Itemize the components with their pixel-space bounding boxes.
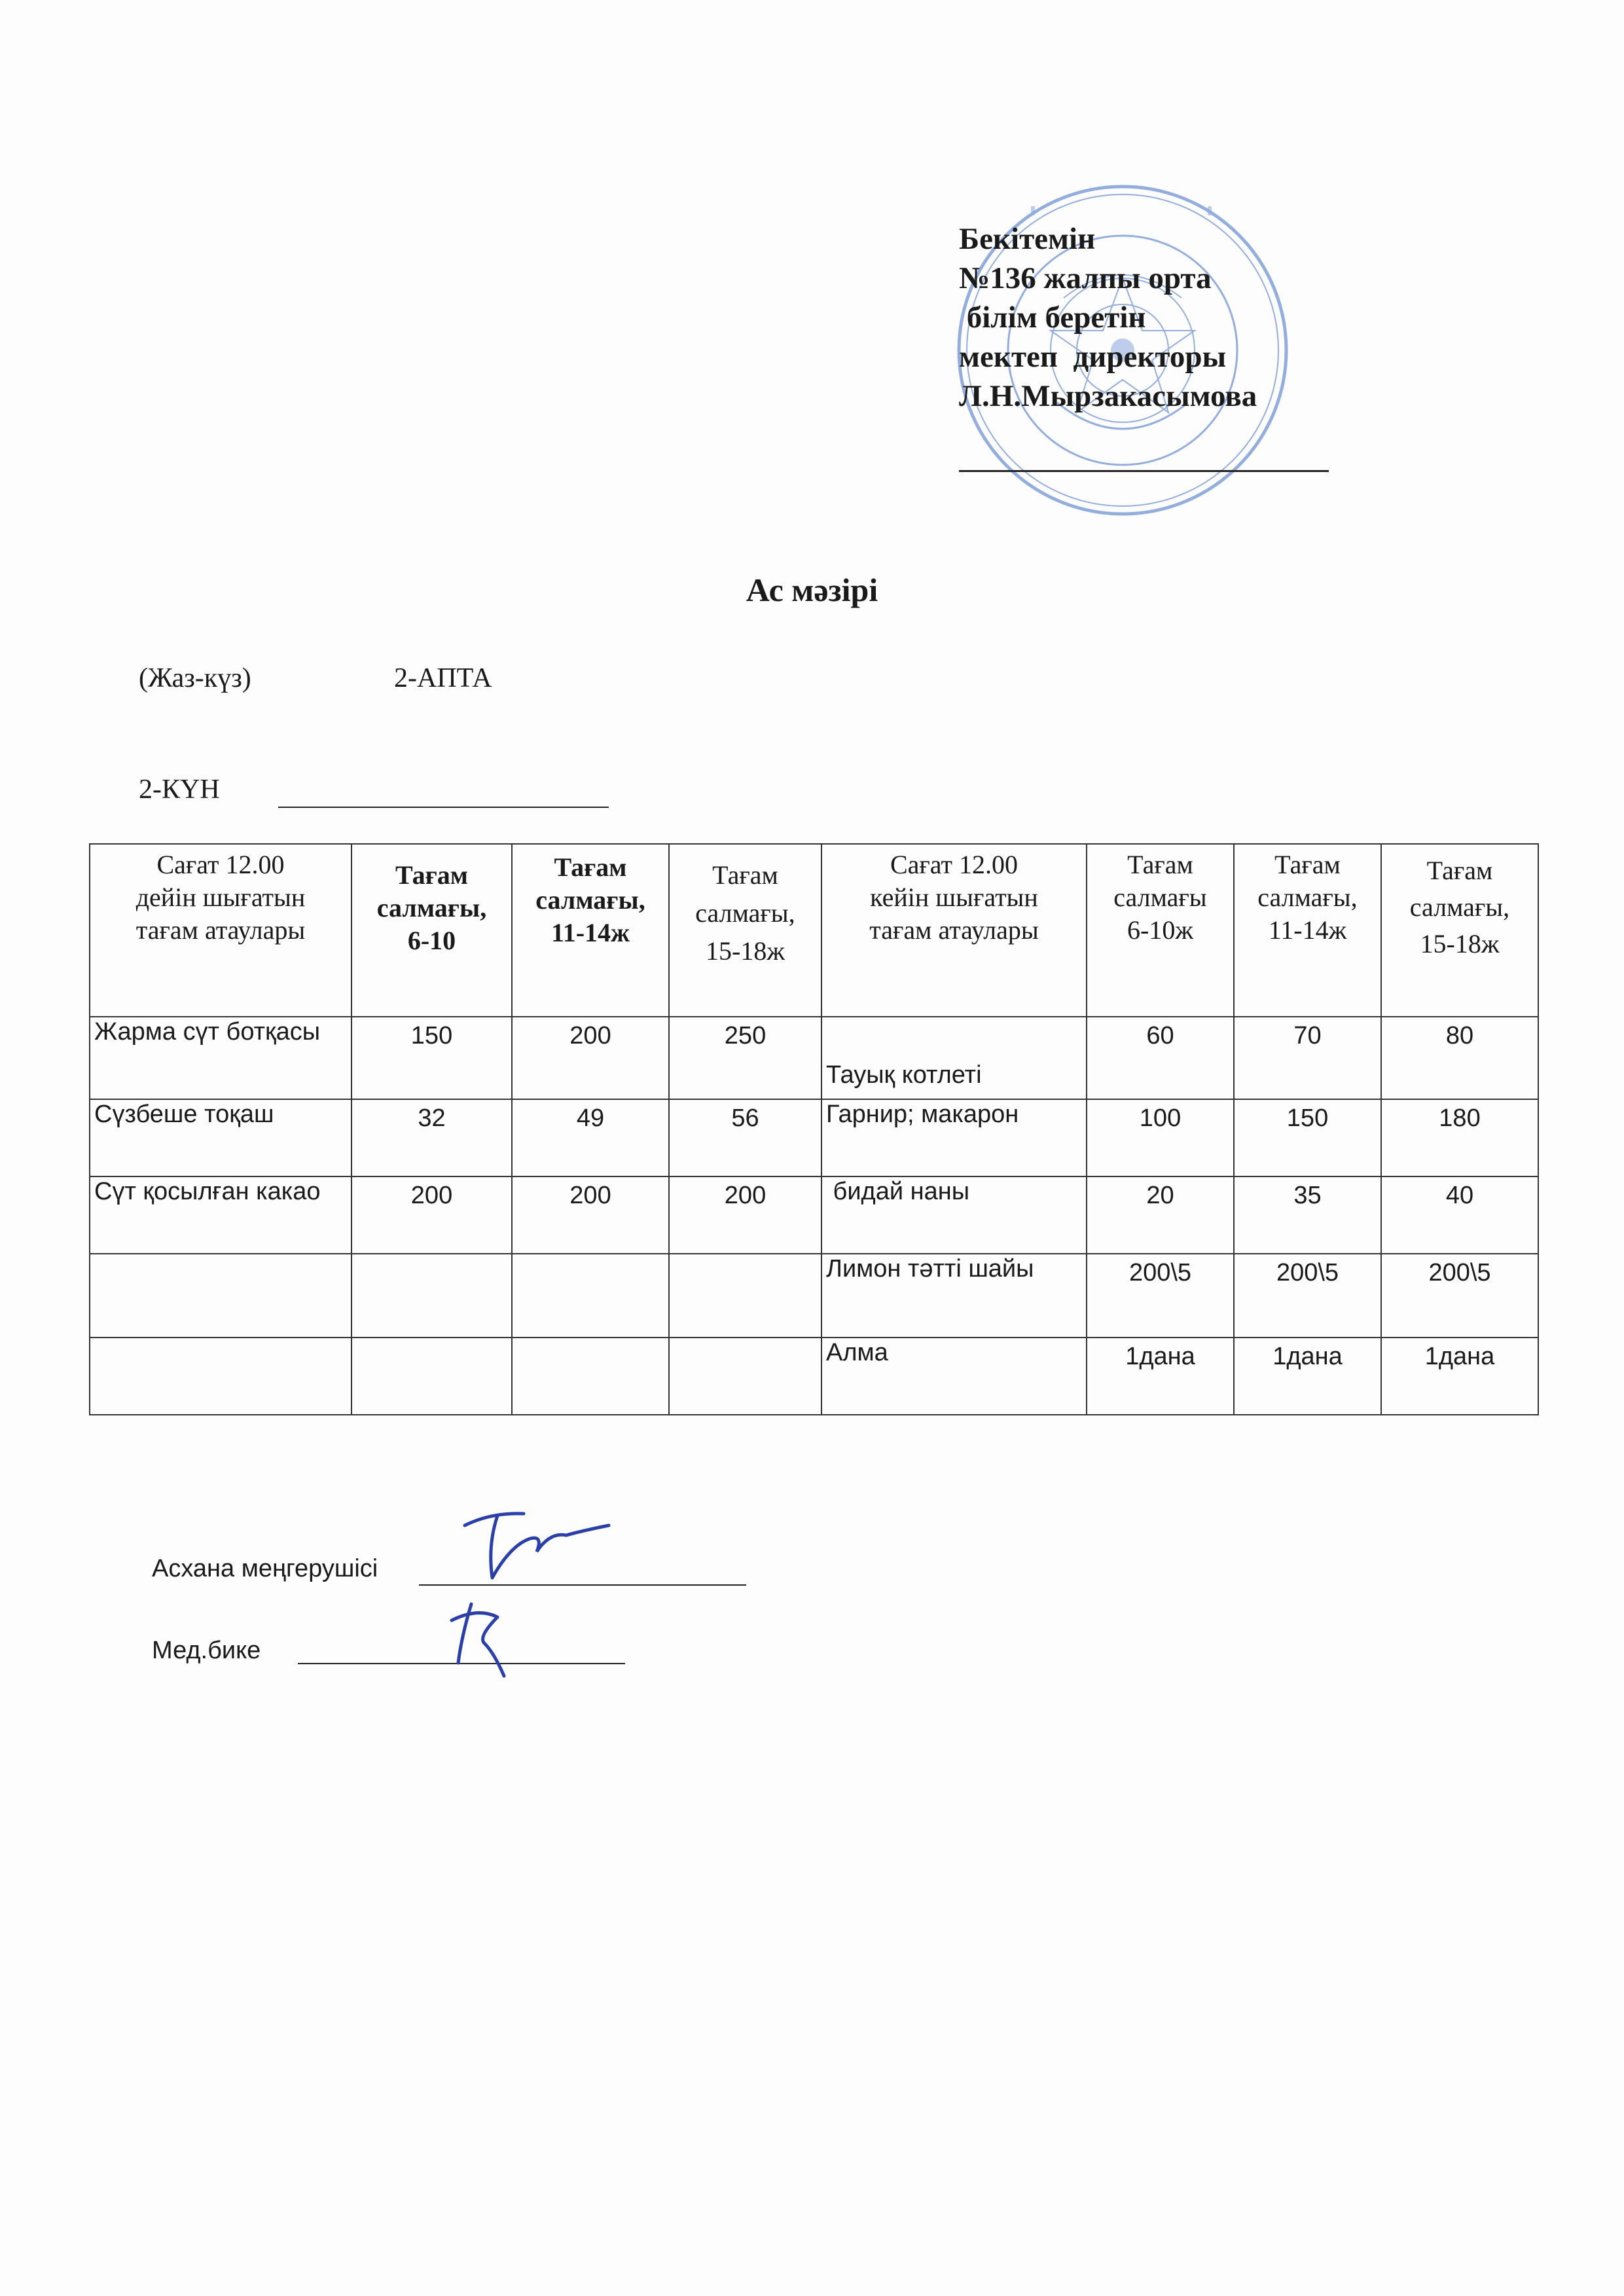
table-header-row [90,844,1538,1017]
week-label: 2-АПТА [394,663,492,693]
table-cell: 180 [1381,1099,1538,1176]
table-cell: 1дана [1234,1338,1381,1415]
table-cell: 200\5 [1234,1254,1381,1338]
table-cell: бидай наны [821,1176,1087,1254]
table-cell: Лимон тәтті шайы [821,1254,1087,1338]
approval-signature-line [959,470,1329,472]
nurse-signature [432,1591,550,1683]
table-cell: 1дана [1087,1338,1234,1415]
table-cell: 70 [1234,1017,1381,1099]
header-weight-6-10-pm: Тағам салмағы 6-10ж [1087,844,1234,1017]
table-cell: Гарнир; макарон [821,1099,1087,1176]
table-cell [90,1338,352,1415]
table-cell: 60 [1087,1017,1234,1099]
table-row [90,1254,1538,1338]
season-label: (Жаз-күз) [139,663,251,693]
document-title: Ас мәзірі [746,572,878,608]
table-cell: 80 [1381,1017,1538,1099]
day-label: 2-КҮН [139,774,220,805]
table-cell: 32 [352,1099,512,1176]
header-weight-15-18-pm: Тағам салмағы, 15-18ж [1381,844,1538,1017]
table-row [90,1176,1538,1254]
table-cell: 1дана [1381,1338,1538,1415]
approval-line-2: №136 жалпы орта [959,261,1212,295]
approval-line-3: білім беретін [959,301,1146,335]
header-morning-dishes: Сағат 12.00 дейін шығатын тағам атаулары [90,844,352,1017]
table-cell [352,1254,512,1338]
header-weight-6-10: Тағам салмағы, 6-10 [352,844,512,1017]
header-weight-15-18: Тағам салмағы, 15-18ж [669,844,821,1017]
table-cell [90,1254,352,1338]
menu-table [89,843,1539,1415]
table-cell: 200\5 [1087,1254,1234,1338]
header-weight-11-14-pm: Тағам салмағы, 11-14ж [1234,844,1381,1017]
day-underline [278,807,609,808]
approval-line-4: мектеп директоры [959,340,1227,374]
table-row [90,1099,1538,1176]
table-cell [669,1338,821,1415]
table-cell: 250 [669,1017,821,1099]
table-cell: 200 [352,1176,512,1254]
table-cell: 200 [669,1176,821,1254]
table-cell: Тауық котлеті [821,1017,1087,1099]
table-cell: 200\5 [1381,1254,1538,1338]
table-cell: 100 [1087,1099,1234,1176]
table-cell: 200 [512,1017,669,1099]
table-cell: 150 [1234,1099,1381,1176]
table-cell: Сүт қосылған какао [90,1176,352,1254]
nurse-label: Мед.бике [152,1637,261,1664]
table-cell [512,1338,669,1415]
header-weight-11-14: Тағам салмағы, 11-14ж [512,844,669,1017]
kitchen-head-label: Асхана меңгерушісі [152,1555,378,1582]
approval-line-5: Л.Н.Мырзакасымова [959,379,1257,413]
table-cell: Жарма сүт ботқасы [90,1017,352,1099]
table-cell: Алма [821,1338,1087,1415]
table-row [90,1017,1538,1099]
table-cell: 40 [1381,1176,1538,1254]
table-cell [352,1338,512,1415]
kitchen-head-signature [452,1499,622,1591]
approval-block [959,219,1257,416]
table-cell: 200 [512,1176,669,1254]
table-cell [669,1254,821,1338]
approval-line-1: Бекітемін [959,222,1096,256]
table-row [90,1338,1538,1415]
table-cell: 150 [352,1017,512,1099]
table-cell: 56 [669,1099,821,1176]
table-cell: 35 [1234,1176,1381,1254]
header-afternoon-dishes: Сағат 12.00 кейін шығатын тағам атаулары [821,844,1087,1017]
table-cell: Сүзбеше тоқаш [90,1099,352,1176]
table-cell: 49 [512,1099,669,1176]
table-cell: 20 [1087,1176,1234,1254]
table-cell [512,1254,669,1338]
